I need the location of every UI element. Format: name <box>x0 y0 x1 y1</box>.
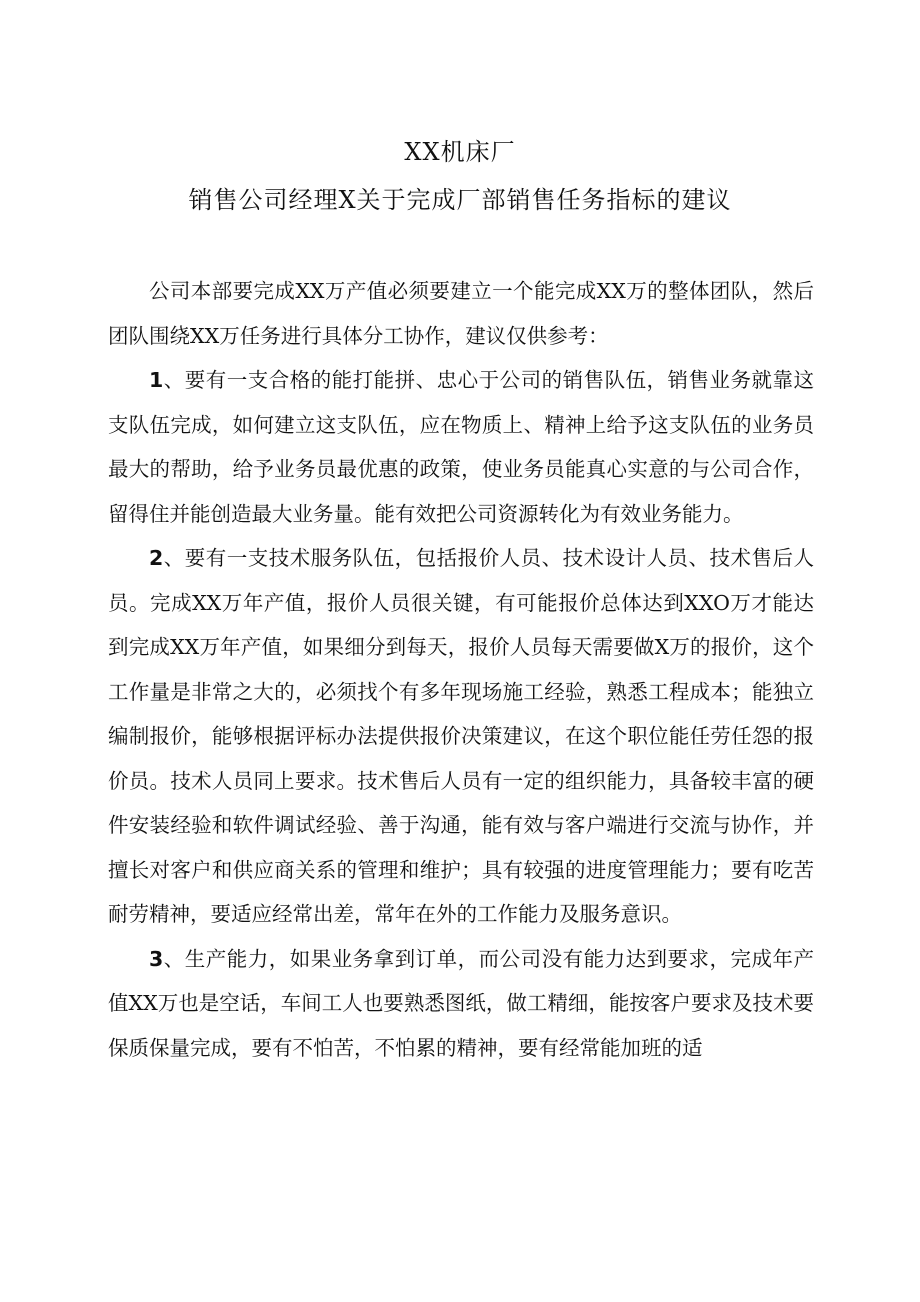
item-text: 、要有一支技术服务队伍，包括报价人员、技术设计人员、技术售后人员。完成XX万年产值，报价人员很关键，有可能报价总体达到XXO万才能达到完成XX万年产值，如果细分到每天，报价人员每天需要做X万的报价，这个工作量是非常之大的，必须找个有多年现场施工经验，熟悉工程成本；能独立编制报价，能够根据评标办法提供报价决策建议，在这个职位能任劳任怨的报价员。技术人员同上要求。技术售后人员有一定的组织能力，具备较丰富的硬件安装经验和软件调试经验、善于沟通，能有效与客户端进行交流与协作，并擅长对客户和供应商关系的管理和维护；具有较强的进度管理能力；要有吃苦耐劳精神，要适应经常出差，常年在外的工作能力及服务意识。 <box>108 546 814 926</box>
intro-paragraph: 公司本部要完成XX万产值必须要建立一个能完成XX万的整体团队，然后团队围绕XX万任务进行具体分工协作，建议仅供参考： <box>108 279 814 348</box>
title-block <box>0 128 920 224</box>
item-text: 、生产能力，如果业务拿到订单，而公司没有能力达到要求，完成年产值XX万也是空话，车间工人也要熟悉图纸，做工精细，能按客户要求及技术要保质保量完成，要有不怕苦，不怕累的精神，要有经常能加班的适 <box>108 946 814 1060</box>
document-title: XX机床厂 <box>404 138 516 166</box>
item-text: 、要有一支合格的能打能拼、忠心于公司的销售队伍，销售业务就靠这支队伍完成，如何建立这支队伍，应在物质上、精神上给予这支队伍的业务员最大的帮助，给予业务员最优惠的政策，使业务员能真心实意的与公司合作，留得住并能创造最大业务量。能有效把公司资源转化为有效业务能力。 <box>108 368 814 526</box>
item-number: 3 <box>149 946 164 971</box>
list-item-1 <box>108 358 814 536</box>
document-subtitle: 销售公司经理X关于完成厂部销售任务指标的建议 <box>188 186 732 214</box>
list-item-3 <box>108 937 814 1071</box>
document-body <box>108 269 814 1070</box>
item-number: 2 <box>149 546 164 570</box>
item-number: 1 <box>149 368 164 392</box>
list-item-2 <box>108 536 814 937</box>
